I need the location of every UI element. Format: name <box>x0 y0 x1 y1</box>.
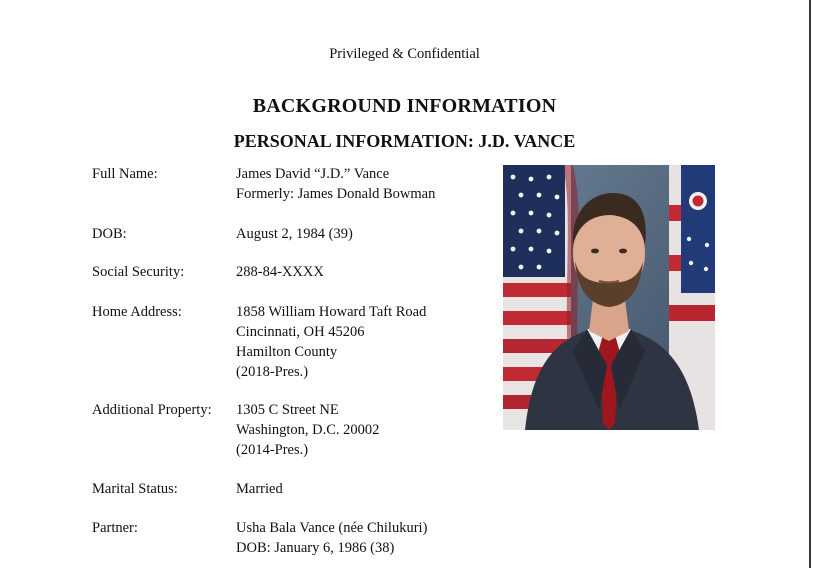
field-value-additional-property <box>236 400 379 460</box>
field-label-home-address: Home Address: <box>92 304 182 320</box>
portrait-photo <box>503 165 715 430</box>
field-value-full-name <box>236 164 435 204</box>
marital-status-line: Married <box>236 481 283 497</box>
section-title: PERSONAL INFORMATION: J.D. VANCE <box>233 131 576 151</box>
partner-name-line: Usha Bala Vance (née Chilukuri) <box>236 520 428 536</box>
field-label-dob: DOB: <box>92 226 127 242</box>
former-name-line: Formerly: James Donald Bowman <box>236 186 436 202</box>
property-street-line: 1305 C Street NE <box>236 402 339 418</box>
ssn-line: 288-84-XXXX <box>236 264 324 280</box>
document-title: BACKGROUND INFORMATION <box>252 95 557 117</box>
dob-line: August 2, 1984 (39) <box>236 226 353 242</box>
field-value-partner <box>236 518 427 558</box>
field-value-marital-status <box>236 479 283 499</box>
property-city-line: Washington, D.C. 20002 <box>236 422 380 438</box>
field-label-social-security: Social Security: <box>92 264 185 280</box>
field-value-home-address <box>236 302 426 382</box>
field-value-dob <box>236 224 353 244</box>
address-period-line: (2018-Pres.) <box>236 364 309 380</box>
property-period-line: (2014-Pres.) <box>236 442 309 458</box>
field-label-marital-status: Marital Status: <box>92 481 178 497</box>
portrait-icon <box>503 165 715 430</box>
partner-dob-line: DOB: January 6, 1986 (38) <box>236 540 395 556</box>
field-label-partner: Partner: <box>92 520 138 536</box>
address-street-line: 1858 William Howard Taft Road <box>236 304 427 320</box>
field-value-social-security <box>236 262 324 282</box>
field-label-full-name: Full Name: <box>92 166 158 182</box>
full-name-line: James David “J.D.” Vance <box>236 166 390 182</box>
address-county-line: Hamilton County <box>236 344 338 360</box>
confidential-header: Privileged & Confidential <box>329 46 480 62</box>
address-city-line: Cincinnati, OH 45206 <box>236 324 365 340</box>
field-label-additional-property: Additional Property: <box>92 402 212 418</box>
